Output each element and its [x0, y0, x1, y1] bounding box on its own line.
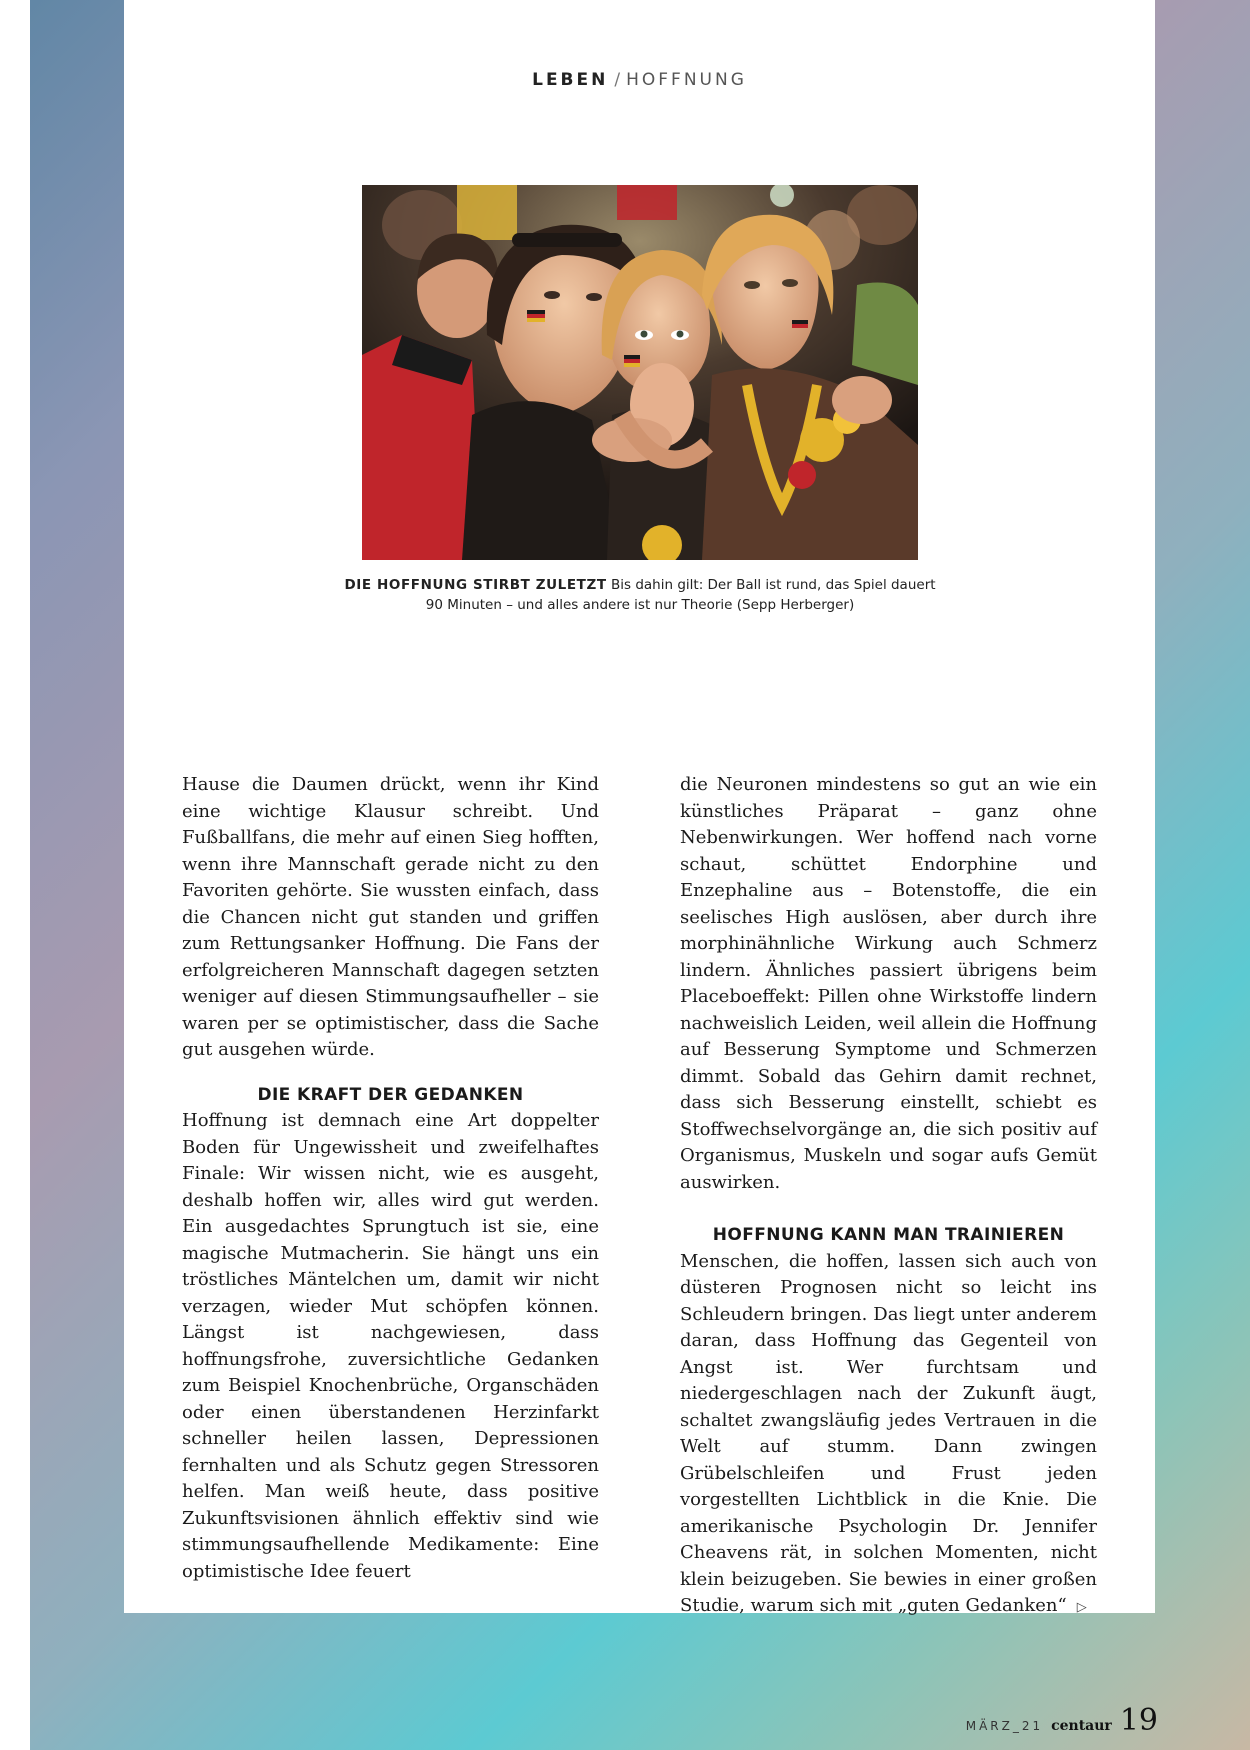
left-column — [182, 772, 599, 1585]
page-footer — [966, 1703, 1158, 1738]
right-paragraph-2-text: Menschen, die hoffen, lassen sich auch von düsteren Prognosen nicht so leicht ins Schleudern bringen. Das liegt unter anderem daran, dass Hoffnung das Gegenteil von Angst ist. Wer furchtsam und niedergeschlagen nach der Zukunft äugt, schaltet zwangsläufig jedes Vertrauen in die Welt auf stumm. Dann zwingen Grübelschleifen und Frust jeden vorgestellten Lichtblick in die Knie. Die amerikanische Psychologin Dr. Jennifer Cheavens rät, in solchen Momenten, nicht klein beizugeben. Sie bewies in einer großen Studie, warum sich mit „guten Gedanken“ — [680, 1250, 1097, 1616]
page-number: 19 — [1119, 1703, 1158, 1738]
continue-arrow-icon: ▷ — [1076, 1600, 1087, 1615]
photo-caption — [334, 575, 946, 615]
magazine-brand: centaur — [1051, 1718, 1112, 1734]
article-panel — [124, 0, 1155, 1616]
fans-photo — [362, 185, 918, 560]
issue-month: MÄRZ_21 — [965, 1719, 1044, 1733]
section-label: LEBEN — [532, 70, 609, 90]
fans-photo-illustration — [362, 185, 918, 560]
right-paragraph-1: die Neuronen mindestens so gut an wie ein künstliches Präparat – ganz ohne Nebenwirkungen. Wer hoffend nach vorne schaut, schüttet Endorphine und Enzephaline aus – Botenstoffe, die ein seelisches High auslösen, aber durch ihre morphinähnliche Wirkung auch Schmerz lindern. Ähnliches passiert übrigens beim Placeboeffekt: Pillen ohne Wirkstoffe lindern nachweislich Leiden, weil allein die Hoffnung auf Besserung Symptome und Schmerzen dimmt. Sobald das Gehirn damit rechnet, dass sich Besserung einstellt, schiebt es Stoffwechselvorgänge an, die sich positiv auf Organismus, Muskeln und sogar aufs Gemüt auswirken. — [680, 774, 1097, 1193]
right-column — [680, 772, 1097, 1622]
left-paragraph-2: Hoffnung ist demnach eine Art doppelter Boden für Ungewissheit und zweifelhaftes Finale: Wir wissen nicht, wie es ausgeht, deshalb hoffen wir, alles wird gut werden. Ein ausgedachtes Sprungtuch ist sie, eine magische Mutmacherin. Sie hängt uns ein tröstliches Mäntelchen um, damit wir nicht verzagen, wieder Mut schöpfen können. Längst ist nachgewiesen, dass hoffnungsfrohe, zuversichtliche Gedanken zum Beispiel Knochenbrüche, Organschäden oder einen überstandenen Herzinfarkt schneller heilen lassen, Depressionen fernhalten und als Schutz gegen Stressoren helfen. Man weiß heute, dass positive Zukunftsvisionen ähnlich effektiv sind wie stimmungsaufhellende Medikamente: Eine optimistische Idee feuert — [182, 1110, 599, 1582]
page-margin-strip — [0, 0, 30, 1750]
caption-text: Bis dahin gilt: Der Ball ist rund, das Spiel dauert 90 Minuten – und alles andere ist nur Theorie (Sepp Herberger) — [425, 577, 936, 613]
left-paragraph-1: Hause die Daumen drückt, wenn ihr Kind eine wichtige Klausur schreibt. Und Fußballfans, die mehr auf einen Sieg hofften, wenn ihre Mannschaft gerade nicht zu den Favoriten gehörte. Sie wussten einfach, dass die Chancen nicht gut standen und griffen zum Rettungsanker Hoffnung. Die Fans der erfolgreicheren Mannschaft dagegen setzten weniger auf diesen Stimmungsaufheller – sie waren per se optimistischer, dass die Sache gut ausgehen würde. — [182, 774, 599, 1060]
section-header — [124, 70, 1155, 90]
subhead-hoffnung-trainieren: HOFFNUNG KANN MAN TRAINIEREN — [712, 1225, 1065, 1245]
caption-lead: DIE HOFFNUNG STIRBT ZULETZT — [344, 577, 607, 593]
topic-label: HOFFNUNG — [626, 70, 747, 90]
right-paragraph-2 — [680, 1249, 1097, 1622]
header-separator: / — [614, 70, 621, 90]
subhead-kraft-der-gedanken: DIE KRAFT DER GEDANKEN — [257, 1084, 524, 1105]
